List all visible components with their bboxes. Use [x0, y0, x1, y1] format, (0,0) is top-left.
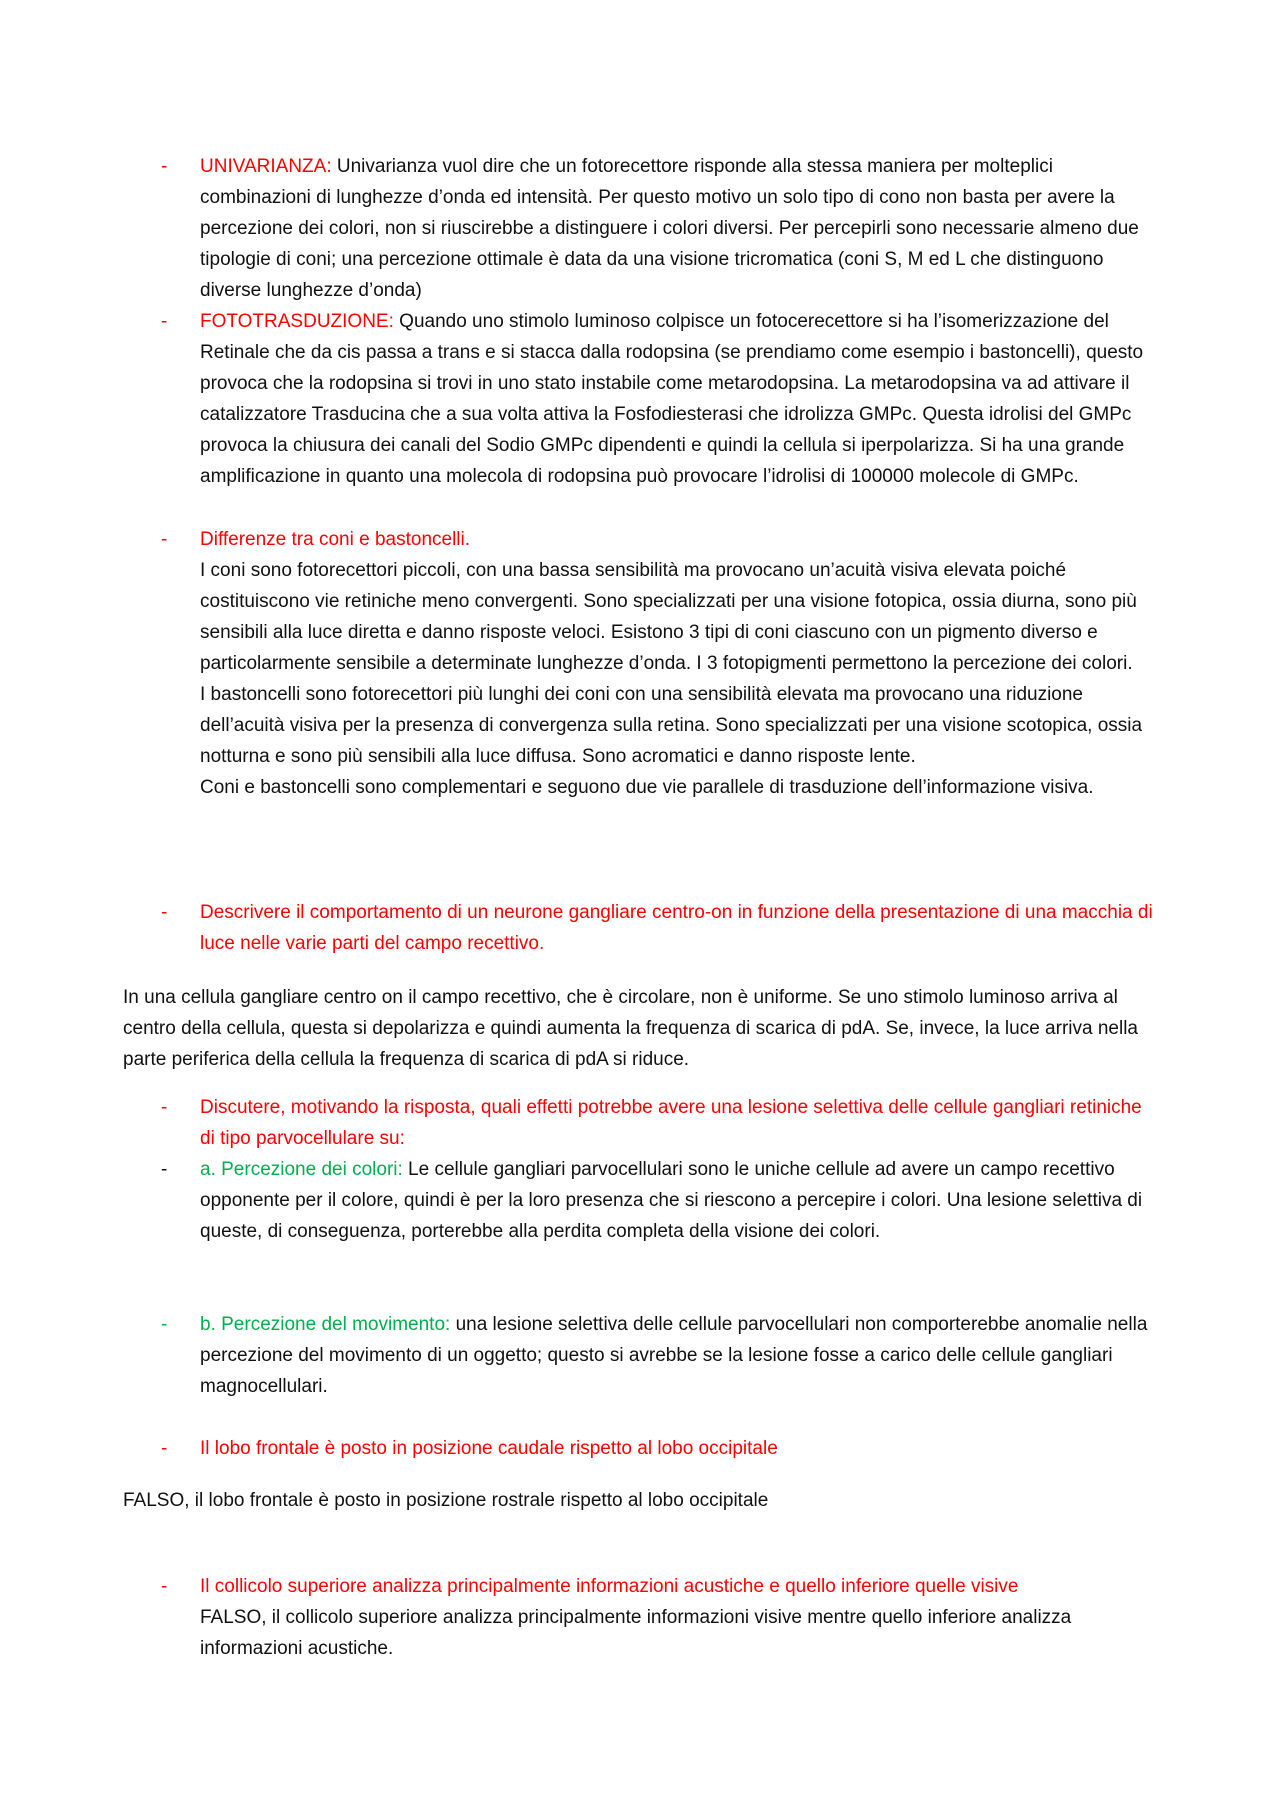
bullet-univarianza	[0, 151, 1280, 306]
lobo-answer-block	[0, 1485, 1280, 1516]
differenze-title: Differenze tra coni e bastoncelli.	[200, 529, 471, 550]
differenze-conclusione: Coni e bastoncelli sono complementari e seguono due vie parallele di trasduzione dell’informazione visiva.	[200, 777, 1094, 798]
fototrasduzione-paragraph	[200, 306, 1160, 492]
bullet-dash: -	[161, 529, 168, 550]
percezione-colori-text: Le cellule gangliari parvocellulari sono le uniche cellule ad avere un campo recettivo opponente per il colore, quindi è per la loro presenza che si riescono a percepire i colori. Una lesione selettiva di queste, di conseguenza, porterebbe alla perdita completa della visione dei colori.	[200, 1159, 1143, 1242]
centro-on-answer-block	[0, 982, 1280, 1075]
fototrasduzione-text: Quando uno stimolo luminoso colpisce un fotocerecettore si ha l’isomerizzazione del Retinale che da cis passa a trans e si stacca dalla rodopsina (se prendiamo come esempio i bastoncelli), questo provoca che la rodopsina si trovi in uno stato instabile come metarodopsina. La metarodopsina va ad attivare il catalizzatore Trasducina che a sua volta attiva la Fosfodiesterasi che idrolizza GMPc. Questa idrolisi del GMPc provoca la chiusura dei canali del Sodio GMPc dipendenti e quindi la cellula si iperpolarizza. Si ha una grande amplificazione in quanto una molecola di rodopsina può provocare l’idrolisi di 100000 molecole di GMPc.	[200, 311, 1144, 487]
discutere-question: Discutere, motivando la risposta, quali effetti potrebbe avere una lesione selettiva delle cellule gangliari retiniche di tipo parvocellulare su:	[200, 1097, 1142, 1149]
centro-on-answer: In una cellula gangliare centro on il campo recettivo, che è circolare, non è uniforme. Se uno stimolo luminoso arriva al centro della cellula, questa si depolarizza e quindi aumenta la frequenza di scarica di pdA. Se, invece, la luce arriva nella parte periferica della cellula la frequenza di scarica di pdA si riduce.	[123, 987, 1138, 1070]
descrivere-question: Descrivere il comportamento di un neurone gangliare centro-on in funzione della presentazione di una macchia di luce nelle varie parti del campo recettivo.	[200, 902, 1153, 954]
bullet-dash: -	[161, 156, 168, 177]
bullet-percezione-colori	[0, 1154, 1280, 1247]
differenze-coni: I coni sono fotorecettori piccoli, con una bassa sensibilità ma provocano un’acuità visiva elevata poiché costituiscono vie retiniche meno convergenti. Sono specializzati per una visione fotopica, ossia diurna, sono più sensibili alla luce diretta e danno risposte veloci. Esistono 3 tipi di coni ciascuno con un pigmento diverso e particolarmente sensibile a determinate lunghezze d’onda. I 3 fotopigmenti permettono la percezione dei colori.	[200, 560, 1137, 674]
bullet-lobo	[0, 1433, 1280, 1464]
collicolo-answer: FALSO, il collicolo superiore analizza principalmente informazioni visive mentre quello inferiore analizza informazioni acustiche.	[200, 1607, 1072, 1659]
bullet-dash: -	[161, 1576, 168, 1597]
bullet-descrivere	[0, 897, 1280, 959]
lobo-question: Il lobo frontale è posto in posizione caudale rispetto al lobo occipitale	[200, 1438, 778, 1459]
percezione-movimento-paragraph	[200, 1309, 1160, 1402]
bullet-percezione-movimento	[0, 1309, 1280, 1402]
bullet-fototrasduzione	[0, 306, 1280, 492]
bullet-dash: -	[161, 1159, 168, 1180]
percezione-movimento-text: una lesione selettiva delle cellule parvocellulari non comporterebbe anomalie nella percezione del movimento di un oggetto; questo si avrebbe se la lesione fosse a carico delle cellule gangliari magnocellulari.	[200, 1314, 1148, 1397]
bullet-differenze	[0, 524, 1280, 803]
differenze-bastoncelli: I bastoncelli sono fotorecettori più lunghi dei coni con una sensibilità elevata ma provocano una riduzione dell’acuità visiva per la presenza di convergenza sulla retina. Sono specializzati per una visione scotopica, ossia notturna e sono più sensibili alla luce diffusa. Sono acromatici e danno risposte lente.	[200, 684, 1143, 767]
bullet-discutere	[0, 1092, 1280, 1154]
bullet-dash: -	[161, 902, 168, 923]
fototrasduzione-label: FOTOTRASDUZIONE:	[200, 311, 394, 332]
univarianza-label: UNIVARIANZA:	[200, 156, 332, 177]
collicolo-question: Il collicolo superiore analizza principalmente informazioni acustiche e quello inferiore quelle visive	[200, 1576, 1019, 1597]
univarianza-text: Univarianza vuol dire che un fotorecettore risponde alla stessa maniera per molteplici combinazioni di lunghezze d’onda ed intensità. Per questo motivo un solo tipo di cono non basta per avere la percezione dei colori, non si riuscirebbe a distinguere i colori diversi. Per percepirli sono necessarie almeno due tipologie di coni; una percezione ottimale è data da una visione tricromatica (coni S, M ed L che distinguono diverse lunghezze d’onda)	[200, 156, 1139, 301]
percezione-colori-label: a. Percezione dei colori:	[200, 1159, 403, 1180]
bullet-dash: -	[161, 311, 168, 332]
percezione-movimento-label: b. Percezione del movimento:	[200, 1314, 451, 1335]
percezione-colori-paragraph	[200, 1154, 1160, 1247]
bullet-collicolo	[0, 1571, 1280, 1664]
bullet-dash: -	[161, 1438, 168, 1459]
lobo-answer: FALSO, il lobo frontale è posto in posizione rostrale rispetto al lobo occipitale	[123, 1490, 769, 1511]
bullet-dash: -	[161, 1314, 168, 1335]
bullet-dash: -	[161, 1097, 168, 1118]
univarianza-paragraph	[200, 151, 1160, 306]
